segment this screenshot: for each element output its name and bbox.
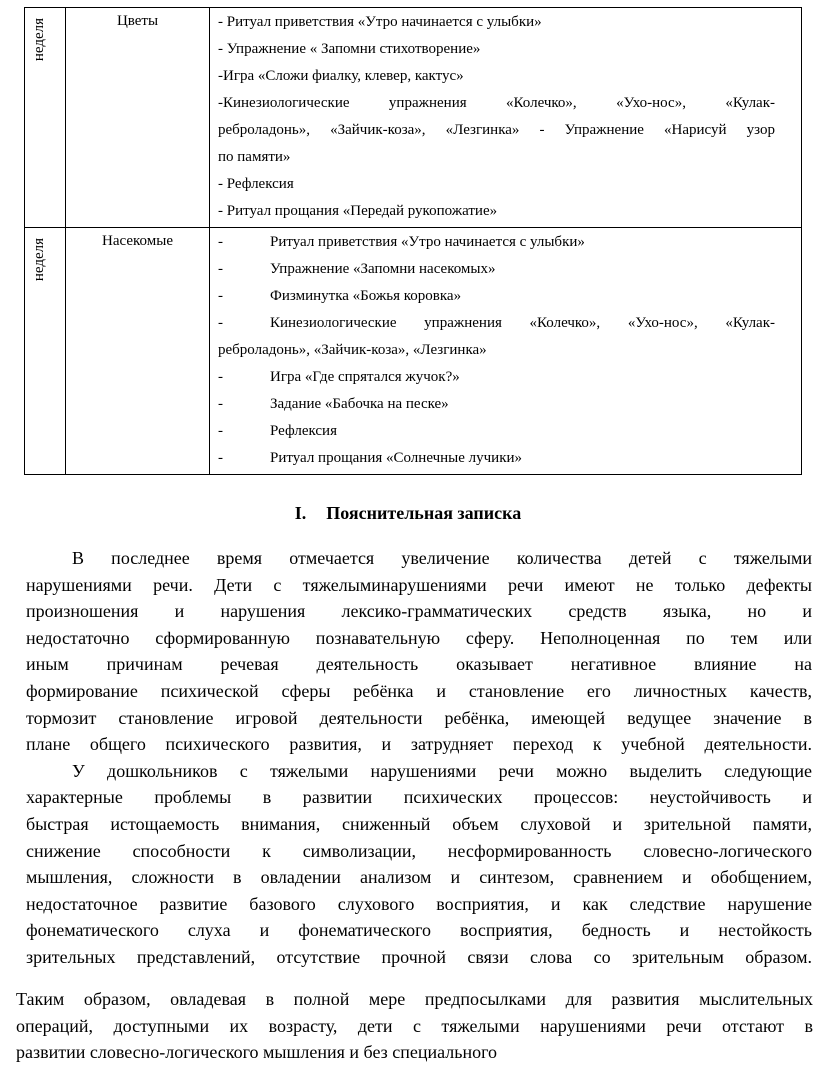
text-line: У дошкольников с тяжелыми нарушениями речи можно выделить следующие [72,760,812,781]
week-cell [25,228,66,475]
text-line: тормозит становление игровой деятельности ребёнка, имеющей ведущее значение в [26,707,812,728]
text-line: снижение способности к символизации, несформированность словесно-логического [26,840,812,861]
section-title: Пояснительная записка [326,503,522,523]
week-label: неделя [31,18,47,62]
text-line: фонематического слуха и фонематического восприятия, бедность и нестойкость [26,920,812,941]
activity-item: - Ритуал прощания «Солнечные лучики» [218,450,523,466]
paragraph [26,758,812,971]
text-line: иным причинам речевая деятельность оказывает негативное влияние на [26,654,812,675]
activity-item: - Упражнение « Запомни стихотворение» [218,41,481,57]
text-line: недостаточно сформированную познавательную сферу. Неполноценная по тем или [26,627,812,648]
activity-item: реброладонь», «Зайчик-коза», «Лезгинка» [218,342,487,358]
week-cell [25,8,66,228]
week-label: неделя [31,238,47,282]
activity-item: - Игра «Где спрятался жучок?» [218,369,460,385]
text-line: недостаточное развитие базового слухового восприятия, и как следствие нарушение [26,893,812,914]
text-line: формирование психической сферы ребёнка и становление его личностных качеств, [26,680,812,701]
paragraph [26,545,812,758]
text-line: нарушениями речи. Дети с тяжелыминарушениями речи имеют не только дефекты [26,574,812,595]
text-line: быстрая истощаемость внимания, сниженный объем слуховой и зрительной памяти, [26,813,812,834]
activity-item: - Физминутка «Божья коровка» [218,288,462,304]
text-line: мышления, сложности в овладении анализом и синтезом, сравнением и обобщением, [26,867,812,888]
activities-cell [210,228,802,475]
activity-item: реброладонь», «Зайчик-коза», «Лезгинка» - Упражнение «Нарисуй узор [218,122,775,138]
paragraph [16,986,813,1066]
activity-item: - Рефлексия [218,176,294,192]
activity-item: -Игра «Сложи фиалку, клевер, кактус» [218,68,464,84]
activity-item: - Ритуал приветствия «Утро начинается с улыбки» [218,14,542,30]
activity-item: - Ритуал прощания «Передай рукопожатие» [218,203,498,219]
activity-item: - Рефлексия [218,423,337,439]
activity-item: - Ритуал приветствия «Утро начинается с улыбки» [218,234,585,250]
activity-item: - Кинезиологические упражнения «Колечко», «Ухо-нос», «Кулак- [218,315,775,331]
section-heading [0,503,816,524]
text-line: развитии словесно-логического мышления и без специального [16,1042,498,1063]
activities-cell [210,8,802,228]
table-row [25,8,802,228]
activity-item: по памяти» [218,149,291,165]
activity-item: - Задание «Бабочка на песке» [218,396,449,412]
activities-table [24,7,802,475]
text-line: В последнее время отмечается увеличение количества детей с тяжелыми [72,548,812,568]
text-line: Таким образом, овладевая в полной мере предпосылками для развития мыслительных [16,989,813,1009]
text-line: зрительных представлений, отсутствие прочной связи слова со зрительным образом. [26,946,812,967]
theme-cell: Цветы [66,8,210,228]
table-row [25,228,802,475]
body-text [26,545,812,971]
text-line: плане общего психического развития, и затрудняет переход к учебной деятельности. [26,734,812,755]
text-line: операций, доступными их возрасту, дети с тяжелыми нарушениями речи отстают в [16,1015,813,1036]
activity-item: - Упражнение «Запомни насекомых» [218,261,496,277]
activity-item: -Кинезиологические упражнения «Колечко», «Ухо-нос», «Кулак- [218,95,775,111]
section-number: I. [294,503,307,523]
text-line: характерные проблемы в развитии психических процессов: неустойчивость и [26,787,812,808]
theme-cell: Насекомые [66,228,210,475]
text-line: произношения и нарушения лексико-грамматических средств языка, но и [26,601,812,622]
